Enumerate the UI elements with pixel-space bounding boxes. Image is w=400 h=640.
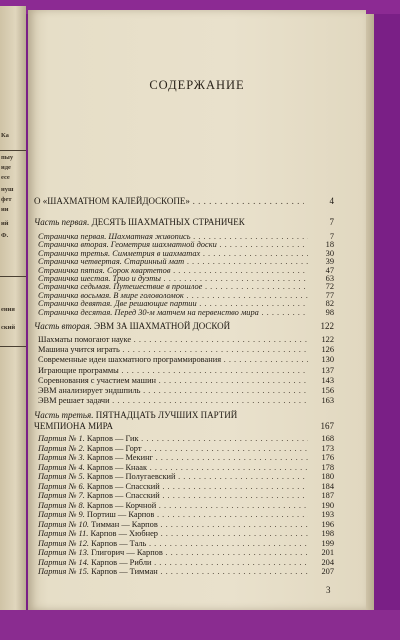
toc-entry-label bbox=[38, 463, 308, 473]
toc-entry-page: 163 bbox=[321, 396, 334, 406]
game-players: Карпов — Тимман bbox=[91, 567, 158, 576]
toc-entry-text: ЭВМ решает задачи bbox=[38, 396, 110, 406]
toc-entry-page: 198 bbox=[321, 529, 334, 538]
game-players: Карпов — Горт bbox=[86, 443, 142, 453]
part-prefix: Часть первая. bbox=[34, 217, 90, 227]
game-players: Карпов — Спасский bbox=[86, 491, 160, 500]
left-page-fragment: нуш bbox=[1, 186, 14, 193]
contents-page bbox=[28, 10, 366, 610]
toc-entry-label bbox=[38, 308, 308, 318]
toc-entry-page: 18 bbox=[325, 240, 334, 250]
toc-entry-label bbox=[38, 548, 308, 558]
toc-entry-page: 137 bbox=[321, 365, 334, 375]
game-players: Тимман — Карпов bbox=[91, 519, 158, 529]
left-page-fragment: фет bbox=[1, 196, 12, 203]
toc-entry bbox=[38, 366, 334, 376]
toc-entry-text: Страничка вторая. Геометрия шахматной доски bbox=[38, 240, 217, 250]
part-title: ЭВМ ЗА ШАХМАТНОЙ ДОСКОЙ bbox=[94, 321, 231, 331]
toc-entry bbox=[38, 567, 334, 577]
game-players: Карпов — Таль bbox=[91, 538, 147, 548]
toc-entry-page: 30 bbox=[325, 248, 334, 258]
toc-entry-page: 207 bbox=[321, 567, 334, 576]
part-title: ДЕСЯТЬ ШАХМАТНЫХ СТРАНИЧЕК bbox=[91, 217, 245, 227]
toc-entry-label bbox=[38, 501, 308, 511]
toc-entry bbox=[38, 463, 334, 473]
part-heading-2 bbox=[34, 321, 334, 332]
part-heading-3-line2 bbox=[34, 421, 334, 432]
toc-entry bbox=[38, 434, 334, 444]
toc-entry-text: Страничка десятая. Перед 30-м матчем на первенство мира bbox=[38, 307, 259, 317]
toc-entry bbox=[38, 558, 334, 568]
game-number: Партия № 4. bbox=[38, 462, 85, 472]
left-page-fragment: иде bbox=[1, 164, 11, 171]
game-number: Партия № 13. bbox=[38, 548, 89, 557]
game-number: Партия № 8. bbox=[38, 500, 85, 510]
game-players: Карпов — Хюбнер bbox=[90, 529, 158, 538]
left-page-rule bbox=[0, 150, 26, 151]
toc-entry-text: Страничка четвертая. Старинный мат bbox=[38, 257, 185, 267]
toc-entry-page: 126 bbox=[321, 345, 334, 355]
left-page-fragment: пыу bbox=[1, 154, 14, 161]
toc-entry-page: 178 bbox=[321, 462, 334, 472]
toc-entry-page: 180 bbox=[321, 472, 334, 481]
game-number: Партия № 14. bbox=[38, 557, 89, 567]
game-players: Карпов — Гик bbox=[86, 434, 139, 443]
toc-entry bbox=[38, 444, 334, 454]
part-page: 7 bbox=[329, 217, 334, 227]
left-page-fragment: Ка bbox=[1, 132, 9, 139]
game-number: Партия № 2. bbox=[38, 443, 85, 453]
toc-entry-page: 77 bbox=[325, 290, 334, 300]
game-number: Партия № 1. bbox=[38, 434, 85, 443]
toc-entry-text: Играющие программы bbox=[38, 365, 119, 375]
toc-entry bbox=[38, 308, 334, 318]
toc-entry-text: Страничка девятая. Две решающие партии bbox=[38, 299, 197, 309]
toc-entry-text: Страничка восьмая. В мире головоломок bbox=[38, 290, 184, 300]
toc-entry bbox=[38, 376, 334, 386]
left-page-fragment: Ф. bbox=[1, 232, 9, 239]
toc-entry bbox=[38, 386, 334, 396]
toc-entry bbox=[38, 453, 334, 463]
toc-entry-text: Страничка пятая. Сорок квартетов bbox=[38, 265, 171, 275]
game-number: Партия № 10. bbox=[38, 519, 89, 529]
toc-entry-label bbox=[38, 567, 308, 577]
toc-entry-label bbox=[38, 482, 308, 492]
toc-entry-page: 168 bbox=[321, 434, 334, 443]
toc-entry bbox=[38, 539, 334, 549]
game-players: Карпов — Кнаак bbox=[86, 462, 148, 472]
game-number: Партия № 3. bbox=[38, 453, 85, 462]
toc-entry-page: 130 bbox=[321, 355, 334, 365]
game-players: Карпов — Полугаевский bbox=[86, 472, 176, 481]
toc-entry-page: 199 bbox=[321, 538, 334, 548]
toc-entry-text: Страничка первая. Шахматная живопись bbox=[38, 232, 191, 241]
toc-entry-page: 173 bbox=[321, 443, 334, 453]
page-title: СОДЕРЖАНИЕ bbox=[149, 78, 245, 92]
toc-entry bbox=[38, 345, 334, 355]
toc-entry-page: 98 bbox=[325, 307, 334, 317]
toc-entry-page: 190 bbox=[321, 500, 334, 510]
game-number: Партия № 7. bbox=[38, 491, 85, 500]
toc-entry-label bbox=[38, 366, 308, 376]
left-page-rule bbox=[0, 276, 26, 277]
toc-entry bbox=[38, 501, 334, 511]
part-page: 167 bbox=[320, 421, 334, 431]
toc-entry-label bbox=[38, 510, 308, 520]
toc-entry bbox=[38, 491, 334, 501]
toc-entry-page: 187 bbox=[321, 491, 334, 500]
toc-entry-page: 176 bbox=[321, 453, 334, 462]
toc-entry-label bbox=[38, 386, 308, 396]
toc-entry-page: 72 bbox=[325, 282, 334, 292]
part-heading-3 bbox=[34, 410, 334, 421]
toc-entry-text: Страничка седьмая. Путешествие в прошлое bbox=[38, 282, 203, 292]
toc-entry-page: 196 bbox=[321, 519, 334, 529]
toc-entry-label bbox=[38, 434, 308, 444]
toc-entry-page: 143 bbox=[321, 375, 334, 385]
toc-entry-page: 156 bbox=[321, 386, 334, 395]
toc-entry-text: Соревнования с участием машин bbox=[38, 375, 157, 385]
game-number: Партия № 6. bbox=[38, 481, 85, 491]
toc-entry-label bbox=[38, 355, 308, 365]
toc-entry-text: Страничка третья. Симметрия в шахматах bbox=[38, 248, 201, 258]
page-number: 3 bbox=[326, 585, 331, 595]
toc-entry-label bbox=[38, 376, 308, 386]
toc-entry bbox=[38, 355, 334, 365]
toc-entry-label bbox=[38, 335, 308, 345]
game-number: Партия № 12. bbox=[38, 538, 89, 548]
toc-entry-text: Машина учится играть bbox=[38, 345, 120, 355]
toc-entry bbox=[38, 472, 334, 482]
toc-entry-page: 39 bbox=[325, 257, 334, 267]
toc-entry-text: Современные идеи шахматного программирования bbox=[38, 355, 222, 365]
toc-entry-label bbox=[38, 529, 308, 539]
toc-entry-page: 201 bbox=[321, 548, 334, 557]
toc-entry-label bbox=[38, 558, 308, 568]
left-page-fragment: ий bbox=[1, 220, 9, 227]
toc-entry-page: 193 bbox=[321, 510, 334, 519]
game-number: Партия № 11. bbox=[38, 529, 89, 538]
toc-entry bbox=[38, 548, 334, 558]
toc-entry bbox=[38, 510, 334, 520]
toc-entry-text: Шахматы помогают науке bbox=[38, 335, 132, 344]
part-prefix: Часть третья. bbox=[34, 410, 94, 420]
toc-entry bbox=[38, 482, 334, 492]
toc-entry bbox=[38, 520, 334, 530]
left-page-fragment: ии bbox=[1, 206, 9, 213]
toc-entry-page: 7 bbox=[329, 232, 334, 241]
game-number: Партия № 9. bbox=[38, 510, 85, 519]
toc-entry-label bbox=[38, 520, 308, 530]
background-bottom bbox=[0, 610, 400, 640]
toc-entry-label bbox=[38, 539, 308, 549]
toc-entry-page: 82 bbox=[325, 299, 334, 309]
toc-entry-label bbox=[38, 396, 308, 406]
game-players: Глигорич — Карпов bbox=[91, 548, 163, 557]
game-players: Карпов — Мекинг bbox=[86, 453, 153, 462]
toc-entry-intro bbox=[34, 196, 334, 206]
toc-entry bbox=[38, 396, 334, 406]
toc-entry-label: О «ШАХМАТНОМ КАЛЕЙДОСКОПЕ» . . . bbox=[34, 196, 304, 206]
toc-entry bbox=[38, 529, 334, 539]
toc-entry-page: 63 bbox=[325, 274, 334, 283]
part-page: 122 bbox=[320, 321, 334, 331]
toc-entry-text: Страничка шестая. Трио и дуэты bbox=[38, 274, 161, 283]
toc-entry-page: 4 bbox=[329, 196, 334, 206]
toc-entry-text: ЭВМ анализирует эндшпиль bbox=[38, 386, 141, 395]
part-title-line2: ЧЕМПИОНА МИРА bbox=[34, 421, 113, 431]
part-heading-1 bbox=[34, 217, 334, 228]
toc-entry-label bbox=[38, 444, 308, 454]
page-right-edge bbox=[366, 14, 374, 610]
part-prefix: Часть вторая. bbox=[34, 321, 92, 331]
game-players: Портиш — Карпов bbox=[86, 510, 155, 519]
toc-entry-page: 204 bbox=[321, 557, 334, 567]
toc-entry-page: 47 bbox=[325, 265, 334, 275]
toc-entry-page: 184 bbox=[321, 481, 334, 491]
left-page-fragment: ения bbox=[1, 306, 15, 313]
left-page-fragment: есе bbox=[1, 174, 10, 181]
left-page-rule bbox=[0, 346, 26, 347]
toc-entry-label bbox=[38, 491, 308, 501]
left-page-edge bbox=[0, 6, 26, 610]
game-players: Карпов — Рибли bbox=[91, 557, 152, 567]
game-players: Карпов — Корчной bbox=[86, 500, 157, 510]
game-players: Карпов — Спасский bbox=[86, 481, 160, 491]
part-title: ПЯТНАДЦАТЬ ЛУЧШИХ ПАРТИЙ bbox=[95, 410, 238, 420]
game-number: Партия № 5. bbox=[38, 472, 85, 481]
toc-entry-page: 122 bbox=[321, 335, 334, 344]
game-number: Партия № 15. bbox=[38, 567, 89, 576]
toc-entry-label bbox=[38, 472, 308, 482]
toc-entry bbox=[38, 335, 334, 345]
toc-entry-label bbox=[38, 345, 308, 355]
toc-entry-label bbox=[38, 453, 308, 463]
left-page-fragment: ский bbox=[1, 324, 16, 331]
